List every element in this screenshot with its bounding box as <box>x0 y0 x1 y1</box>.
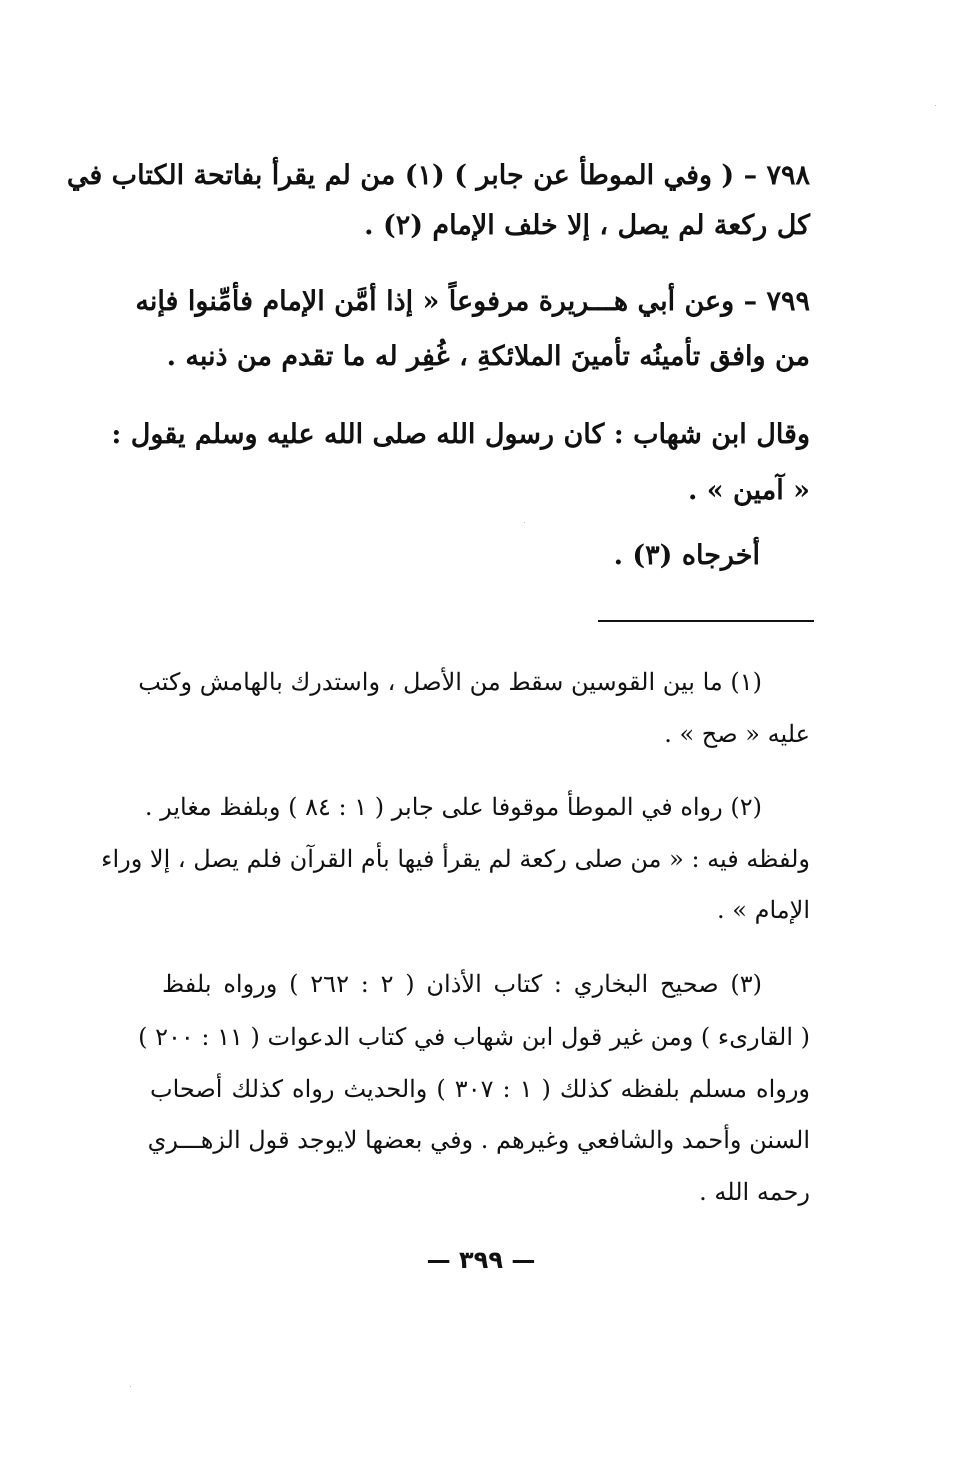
scan-speck <box>935 105 936 106</box>
footnote-1-line-1: (١) ما بين القوسين سقط من الأصل ، واستدرك بالهامش وكتب <box>138 668 762 696</box>
footnote-3-line-3: ورواه مسلم بلفظه كذلك ( ١ : ٣٠٧ ) والحديث رواه كذلك أصحاب <box>150 1075 811 1103</box>
hadith-799-line-1: ٧٩٩ – وعن أبي هـــريرة مرفوعاً « إذا أمَّن الإمام فأمِّنوا فإنه <box>135 286 810 317</box>
footnote-2-line-3: الإمام » . <box>717 896 810 924</box>
ibn-shihab-line-1: وقال ابن شهاب : كان رسول الله صلى الله عليه وسلم يقول : <box>111 419 810 450</box>
footnote-3-line-1: (٣) صحيح البخاري : كتاب الأذان ( ٢ : ٢٦٢ ) ورواه بلفظ <box>162 970 762 998</box>
footnote-2-line-1: (٢) رواه في الموطأ موقوفا على جابر ( ١ : ٨٤ ) وبلفظ مغاير . <box>144 793 762 821</box>
footnote-2-line-2: ولفظه فيه : « من صلى ركعة لم يقرأ فيها بأم القرآن فلم يصل ، إلا وراء <box>101 845 810 873</box>
footnote-3-line-4: السنن وأحمد والشافعي وغيرهم . وفي بعضها لايوجد قول الزهـــري <box>147 1126 810 1154</box>
page-number: — ٣٩٩ — <box>426 1246 536 1274</box>
footnote-3-line-2: ( القارىء ) ومن غير قول ابن شهاب في كتاب الدعوات ( ١١ : ٢٠٠ ) <box>138 1023 810 1051</box>
ibn-shihab-line-2: « آمين » . <box>687 475 810 506</box>
footnote-separator <box>598 620 814 622</box>
footnote-1-line-2: عليه « صح » . <box>664 720 810 748</box>
footnote-3-line-5: رحمه الله . <box>699 1178 810 1206</box>
akhrajahu-line: أخرجاه (٣) . <box>613 540 760 571</box>
hadith-798-line-2: كل ركعة لم يصل ، إلا خلف الإمام (٢) . <box>364 210 810 241</box>
scan-speck <box>524 522 525 523</box>
scan-speck <box>130 1386 131 1387</box>
hadith-799-line-2: من وافق تأمينُه تأمينَ الملائكةِ ، غُفِر له ما تقدم من ذنبه . <box>166 341 810 372</box>
hadith-798-line-1: ٧٩٨ – ( وفي الموطأ عن جابر ) (١) من لم يقرأ بفاتحة الكتاب في <box>66 160 810 191</box>
